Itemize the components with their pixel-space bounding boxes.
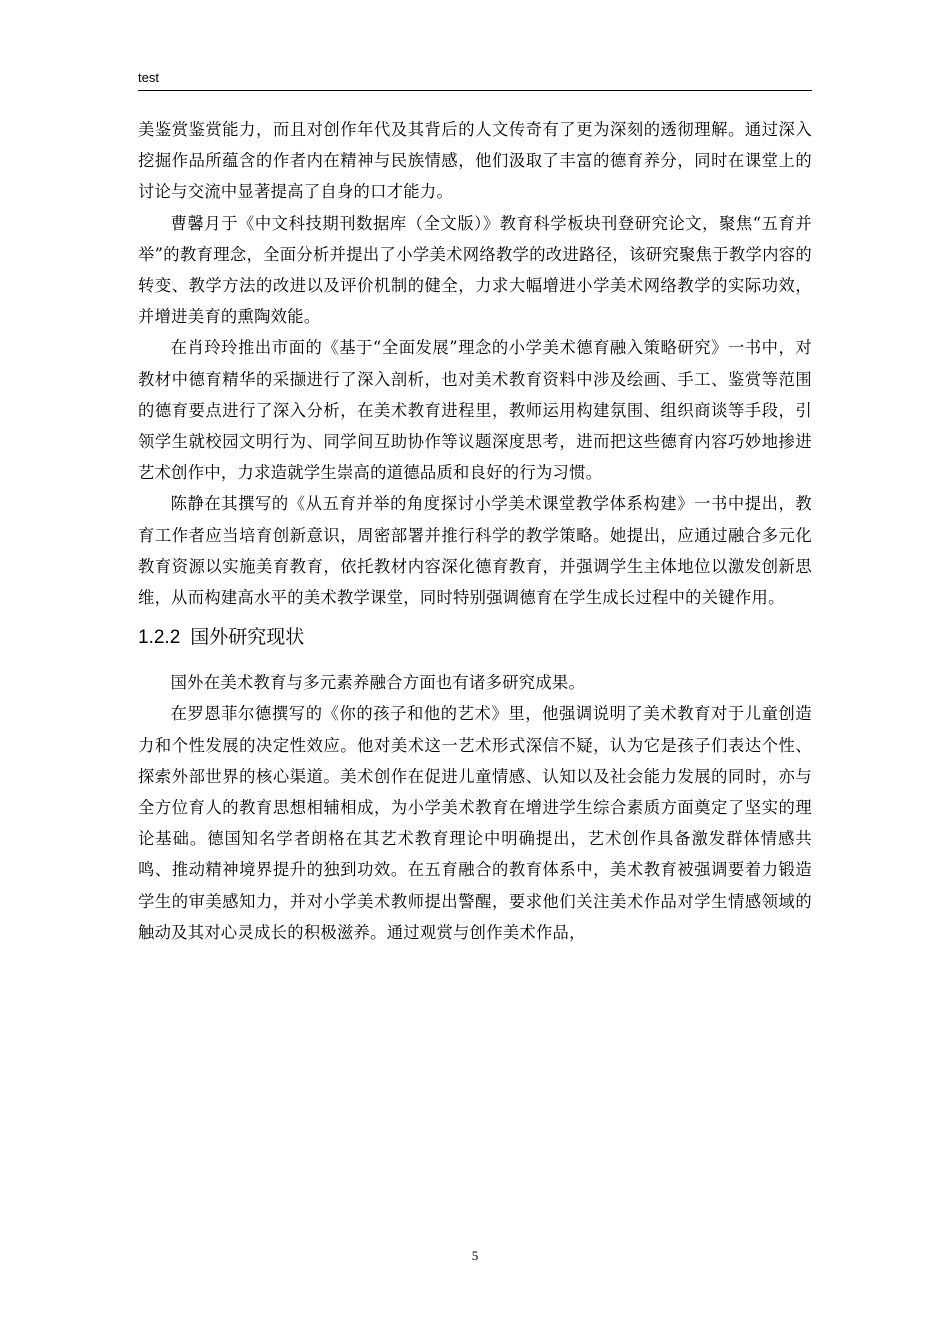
document-body <box>138 114 812 948</box>
paragraph-xiao-lingling: 在肖玲玲推出市面的《基于“全面发展”理念的小学美术德育融入策略研究》一书中，对教材中德育精华的采撷进行了深入剖析，也对美术教育资料中涉及绘画、手工、鉴赏等范围的德育要点进行了深入分析，在美术教育进程里，教师运用构建氛围、组织商谈等手段，引领学生就校园文明行为、同学间互助协作等议题深度思考，进而把这些德育内容巧妙地掺进艺术创作中，力求造就学生崇高的道德品质和良好的行为习惯。 <box>138 338 812 483</box>
page-footer <box>0 1248 950 1264</box>
section-title: 国外研究现状 <box>190 626 305 649</box>
header-text: test <box>138 70 159 85</box>
paragraph-lowenfeld: 在罗恩菲尔德撰写的《你的孩子和他的艺术》里，他强调说明了美术教育对于儿童创造力和个性发展的决定性效应。他对美术这一艺术形式深信不疑，认为它是孩子们表达个性、探索外部世界的核心渠道。美术创作在促进儿童情感、认知以及社会能力发展的同时，亦与全方位育人的教育思想相辅相成，为小学美术教育在增进学生综合素质方面奠定了坚实的理论基础。德国知名学者朗格在其艺术教育理论中明确提出，艺术创作具备激发群体情感共鸣、推动精神境界提升的独到功效。在五育融合的教育体系中，美术教育被强调要着力锻造学生的审美感知力，并对小学美术教师提出警醒，要求他们关注美术作品对学生情感领域的触动及其对心灵成长的积极滋养。通过观赏与创作美术作品， <box>138 704 812 942</box>
section-heading <box>138 622 812 653</box>
paragraph-chen-jing: 陈静在其撰写的《从五育并举的角度探讨小学美术课堂教学体系构建》一书中提出，教育工作者应当培育创新意识，周密部署并推行科学的教学策略。她提出，应通过融合多元化教育资源以实施美育教育，依托教材内容深化德育教育，并强调学生主体地位以激发创新思维，从而构建高水平的美术教学课堂，同时特别强调德育在学生成长过程中的关键作用。 <box>138 494 812 608</box>
page-header <box>138 68 812 91</box>
paragraph-cao-xinyue: 曹馨月于《中文科技期刊数据库（全文版）》教育科学板块刊登研究论文，聚焦“五育并举”的教育理念，全面分析并提出了小学美术网络教学的改进路径，该研究聚焦于教学内容的转变、教学方法的改进以及评价机制的健全，力求大幅增进小学美术网络教学的实际功效，并增进美育的熏陶效能。 <box>138 213 812 327</box>
section-number: 1.2.2 <box>138 627 181 649</box>
paragraph-intro-foreign: 国外在美术教育与多元素养融合方面也有诸多研究成果。 <box>170 673 586 693</box>
paragraph-continuation: 美鉴赏鉴赏能力，而且对创作年代及其背后的人文传奇有了更为深刻的透彻理解。通过深入挖掘作品所蕴含的作者内在精神与民族情感，他们汲取了丰富的德育养分，同时在课堂上的讨论与交流中显著提高了自身的口才能力。 <box>138 120 812 202</box>
page-number: 5 <box>471 1248 479 1263</box>
